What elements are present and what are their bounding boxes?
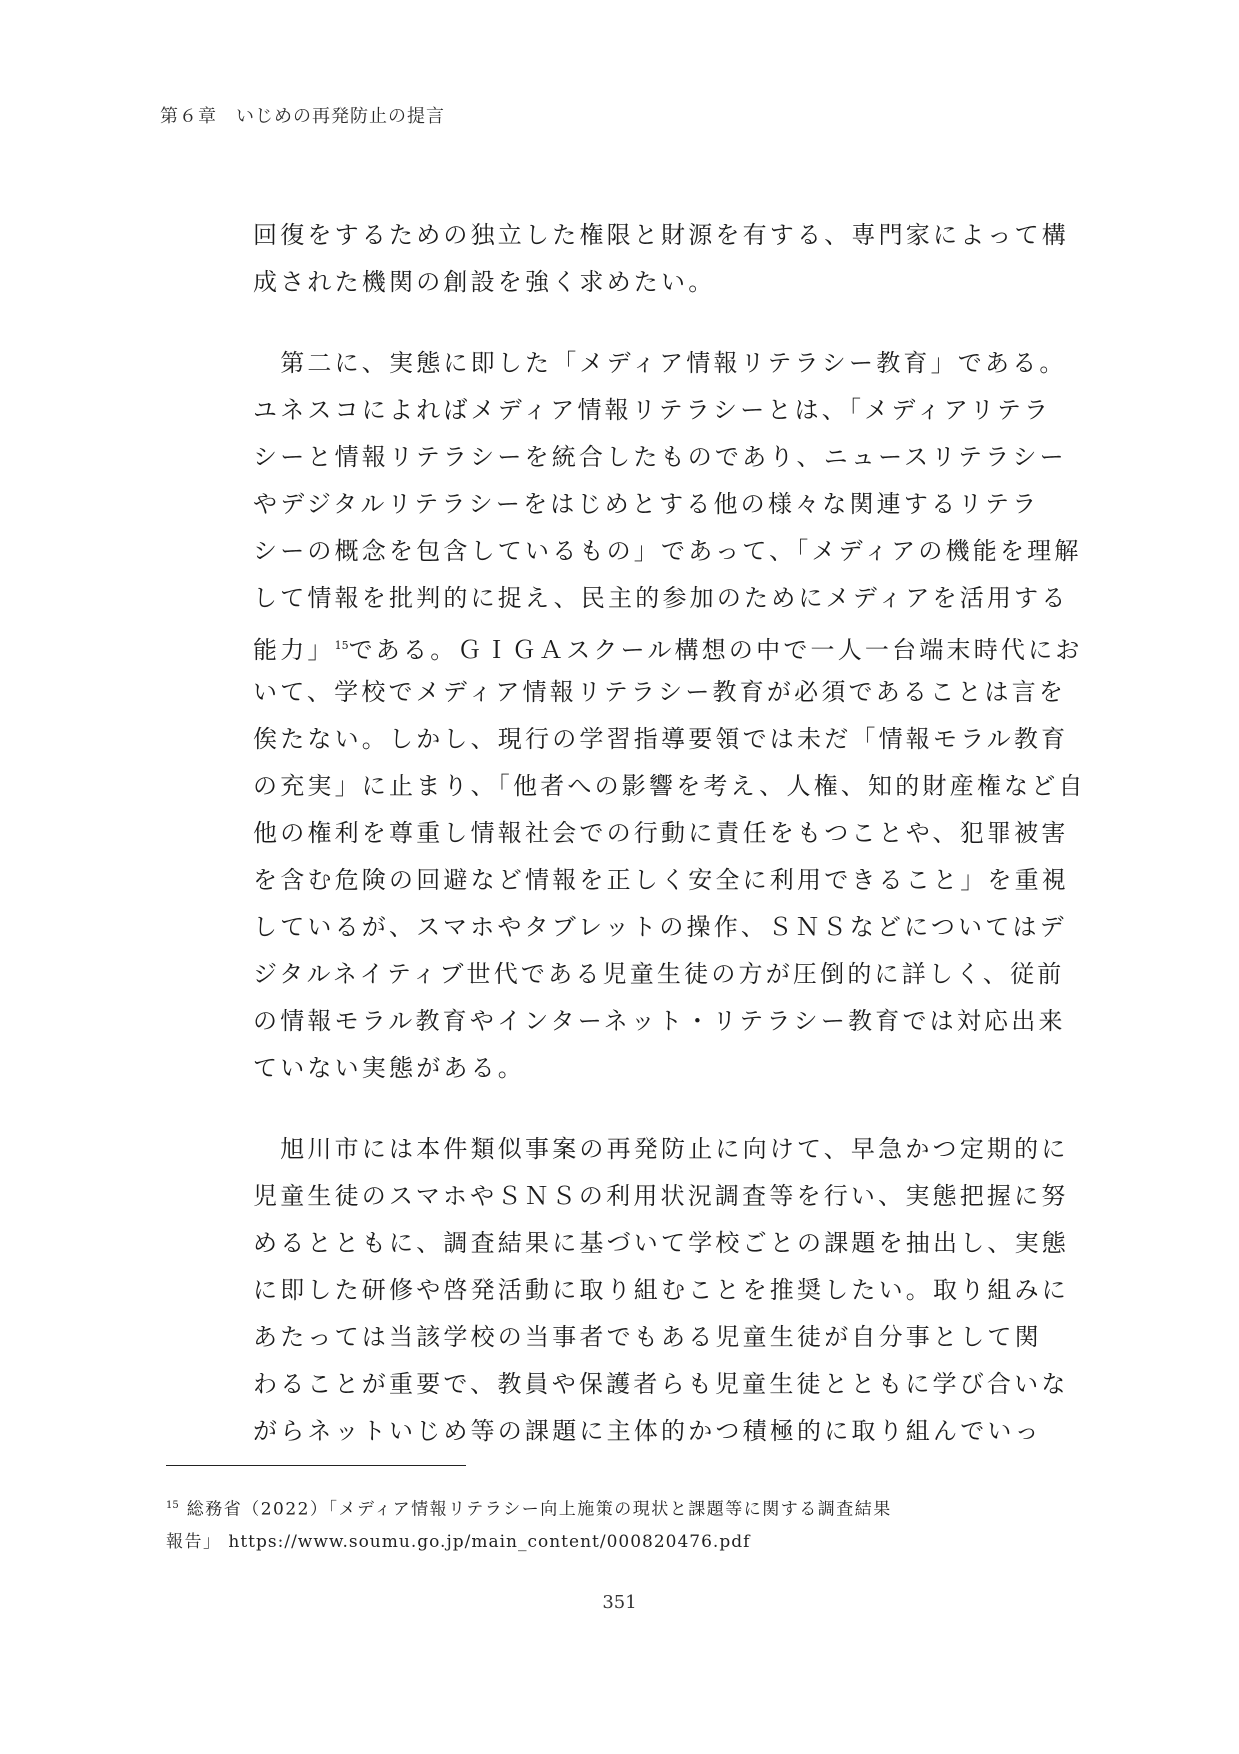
body-text — [253, 212, 1086, 1455]
text-line: がらネットいじめ等の課題に主体的かつ積極的に取り組んでいっ — [253, 1417, 1042, 1445]
text-fragment: 能力」 — [253, 636, 335, 664]
text-line: ジタルネイティブ世代である児童生徒の方が圧倒的に詳しく、従前 — [253, 960, 1065, 988]
paragraph-1 — [253, 212, 1069, 306]
text-line: ユネスコによればメディア情報リテラシーとは、「メディアリテラ — [253, 396, 1052, 424]
text-line-with-footnote — [253, 622, 1083, 669]
text-line: の充実」に止まり、「他者への影響を考え、人権、知的財産権など自 — [253, 772, 1086, 800]
paragraph-3 — [253, 1126, 1069, 1455]
text-line: めるとともに、調査結果に基づいて学校ごとの課題を抽出し、実態 — [253, 1229, 1069, 1257]
text-line: 俟たない。しかし、現行の学習指導要領では未だ「情報モラル教育 — [253, 725, 1069, 753]
text-line: シーと情報リテラシーを統合したものであり、ニュースリテラシー — [253, 443, 1067, 471]
footnote-line — [166, 1490, 1046, 1526]
text-line: 児童生徒のスマホやＳＮＳの利用状況調査等を行い、実態把握に努 — [253, 1182, 1069, 1210]
text-line: シーの概念を包含しているもの」であって、「メディアの機能を理解 — [253, 537, 1082, 565]
text-line: に即した研修や啓発活動に取り組むことを推奨したい。取り組みに — [253, 1276, 1069, 1304]
footnote-divider — [166, 1465, 466, 1466]
text-line: の情報モラル教育やインターネット・リテラシー教育では対応出来 — [253, 1007, 1066, 1035]
text-line: を含む危険の回避など情報を正しく安全に利用できること」を重視 — [253, 866, 1069, 894]
text-line: して情報を批判的に捉え、民主的参加のためにメディアを活用する — [253, 584, 1069, 612]
footnote-number: 15 — [166, 1500, 179, 1511]
page-number: 351 — [602, 1592, 637, 1613]
paragraph-2 — [253, 340, 1086, 1092]
text-line: ていない実態がある。 — [253, 1054, 525, 1082]
text-line: 旭川市には本件類似事案の再発防止に向けて、早急かつ定期的に — [253, 1135, 1069, 1163]
text-line: やデジタルリテラシーをはじめとする他の様々な関連するリテラ — [253, 490, 1040, 518]
text-line: いて、学校でメディア情報リテラシー教育が必須であることは言を — [253, 678, 1067, 706]
text-line: 第二に、実態に即した「メディア情報リテラシー教育」である。 — [253, 349, 1067, 377]
text-line: 他の権利を尊重し情報社会での行動に責任をもつことや、犯罪被害 — [253, 819, 1069, 847]
footnote-line — [166, 1526, 1046, 1558]
footnote — [166, 1490, 1046, 1558]
footnote-text: 総務省（2022）「メディア情報リテラシー向上施策の現状と課題等に関する調査結果 — [186, 1499, 892, 1520]
footnote-reference[interactable]: 15 — [334, 639, 349, 652]
text-fragment: である。ＧＩＧＡスクール構想の中で一人一台端末時代にお — [348, 636, 1083, 664]
text-line: 回復をするための独立した権限と財源を有する、専門家によって構 — [253, 221, 1069, 249]
footnote-text: 報告」 — [166, 1531, 222, 1552]
text-line: わることが重要で、教員や保護者らも児童生徒とともに学び合いな — [253, 1370, 1069, 1398]
footnote-link[interactable]: https://www.soumu.go.jp/main_content/000820476.pdf — [228, 1531, 751, 1552]
text-line: 成された機関の創設を強く求めたい。 — [253, 268, 716, 296]
text-line: しているが、スマホやタブレットの操作、ＳＮＳなどについてはデ — [253, 913, 1067, 941]
text-line: あたっては当該学校の当事者でもある児童生徒が自分事として関 — [253, 1323, 1042, 1351]
running-header: 第６章 いじめの再発防止の提言 — [160, 106, 445, 127]
